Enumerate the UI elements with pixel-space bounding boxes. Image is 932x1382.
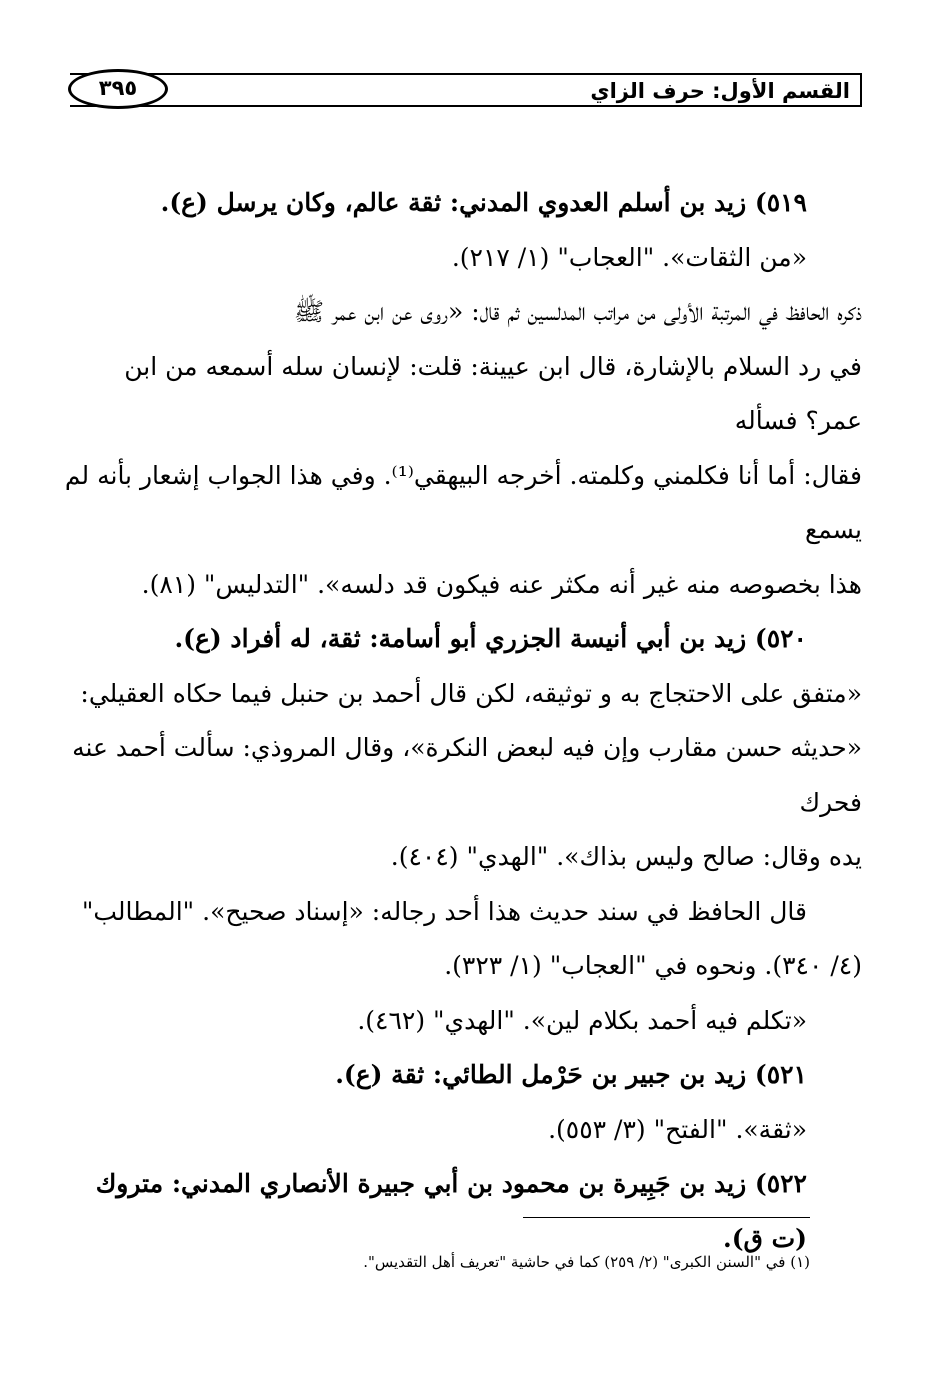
entry-522-title: ٥٢٢) زيد بن جَبِيرة بن محمود بن أبي جبيرة الأنصاري المدني: متروك (ت ق). [95, 1169, 807, 1253]
entry-520-line: «حديثه حسن مقارب وإن فيه لبعض النكرة»، وقال المروذي: سألت أحمد عنه فحرك [72, 733, 862, 817]
entry-519-title: ٥١٩) زيد بن أسلم العدوي المدني: ثقة عالم، وكان يرسل (ع). [160, 188, 807, 217]
entry-519-line: فقال: أما أنا فكلمني وكلمته. أخرجه البيهقي⁽¹⁾. وفي هذا الجواب إشعار بأنه لم يسمع [64, 460, 862, 544]
entry-520-line: «متفق على الاحتجاج به و توثيقه، لكن قال أحمد بن حنبل فيما حكاه العقيلي: [80, 678, 862, 708]
entry-520-title: ٥٢٠) زيد بن أبي أنيسة الجزري أبو أسامة: ثقة، له أفراد (ع). [174, 624, 807, 653]
entry-519-line: في رد السلام بالإشارة، قال ابن عيينة: قلت: لإنسان سله أسمعه من ابن عمر؟ فسأله [124, 351, 862, 435]
entry-520-line: قال الحافظ في سند حديث هذا أحد رجاله: «إسناد صحيح». "المطالب" [81, 896, 807, 926]
entry-521-title: ٥٢١) زيد بن جبير بن حَرْمل الطائي: ثقة (ع). [335, 1060, 807, 1089]
entry-519-line: هذا بخصوصه منه غير أنه مكثر عنه فيكون قد دلسه». "التدليس" (٨١). [141, 569, 862, 599]
entry-519-line: ذكره الحافظ في المرتبة الأولى من مراتب المدلسين ثم قال: «روى عن ابن عمر ﷺ [293, 297, 862, 326]
entry-520-line: يده وقال: صالح وليس بذاك». "الهدي" (٤٠٤). [390, 842, 862, 871]
footnote-separator [523, 1217, 810, 1218]
page-header [70, 73, 862, 107]
main-text [62, 176, 862, 1266]
entry-520-line: (٤/ ٣٤٠). ونحوه في "العجاب" (١/ ٣٢٣). [444, 951, 862, 980]
entry-519-line: «من الثقات». "العجاب" (١/ ٢١٧). [451, 242, 807, 272]
section-title: القسم الأول: حرف الزاي [590, 79, 850, 103]
entry-520-line: «تكلم فيه أحمد بكلام لين». "الهدي" (٤٦٢). [357, 1005, 807, 1035]
footnote: (١) في "السنن الكبرى" (٢/ ٢٥٩) كما في حاشية "تعريف أهل التقديس". [363, 1253, 810, 1271]
entry-521-line: «ثقة». "الفتح" (٣/ ٥٥٣). [548, 1114, 807, 1144]
page-number: ٣٩٥ [68, 69, 168, 109]
